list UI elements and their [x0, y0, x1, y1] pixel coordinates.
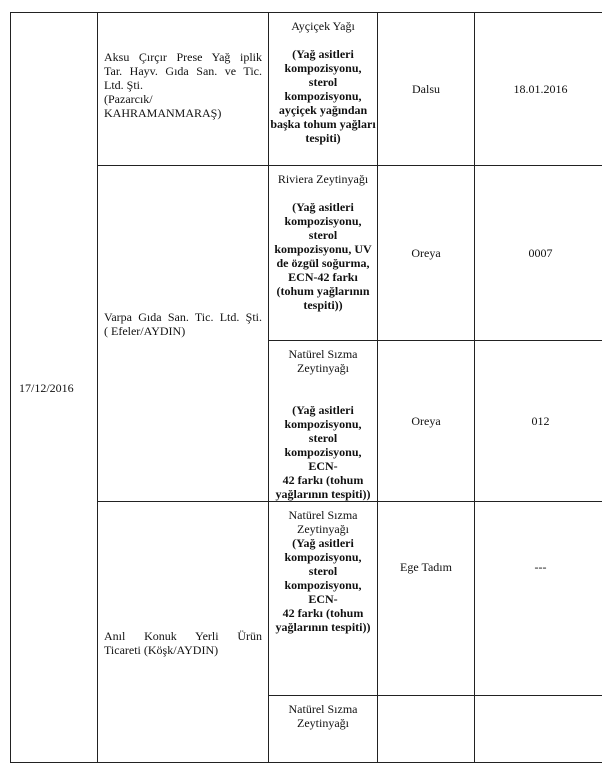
firm-line: Ltd. Şti.: [104, 78, 262, 92]
date-cell: [11, 13, 98, 763]
firm-line: Ticareti (Köşk/AYDIN): [104, 643, 262, 657]
test-line: ayçiçek yağından: [269, 103, 377, 117]
test-line: de özgül soğurma,: [269, 256, 377, 270]
test-line: yağlarının tespiti)): [269, 487, 377, 501]
lot-text: ---: [535, 560, 547, 574]
lot-text: 18.01.2016: [514, 82, 568, 96]
table-row: [11, 502, 602, 696]
test-line: (Yağ asitleri: [269, 200, 377, 214]
product-cell: [269, 696, 378, 763]
firm-cell: [98, 166, 269, 502]
brand-cell: [378, 13, 475, 166]
brand-text: Oreya: [411, 414, 440, 428]
inspection-table: [10, 12, 602, 763]
firm-line: ( Efeler/AYDIN): [104, 324, 262, 338]
product-name: Zeytinyağı: [269, 522, 377, 536]
firm-name: [98, 629, 268, 657]
lot-text: 0007: [529, 246, 553, 260]
product-name: Natürel Sızma: [269, 702, 377, 716]
lot-cell: [475, 166, 602, 341]
lot-cell: [475, 341, 602, 502]
test-line: yağlarının tespiti)): [269, 620, 377, 634]
brand-cell: [378, 696, 475, 763]
test-line: (tohum yağlarının: [269, 284, 377, 298]
table-row: [11, 13, 602, 166]
product-name: Zeytinyağı: [269, 716, 377, 730]
product-cell: [269, 502, 378, 696]
lot-text: 012: [532, 414, 550, 428]
date-text: 17/12/2016: [19, 381, 74, 395]
brand-text: Ege Tadım: [400, 560, 452, 574]
firm-cell: [98, 13, 269, 166]
test-line: kompozisyonu, sterol: [269, 61, 377, 89]
firm-cell: [98, 502, 269, 763]
product-cell: [269, 341, 378, 502]
test-line: başka tohum yağları: [269, 117, 377, 131]
test-line: kompozisyonu, sterol: [269, 417, 377, 445]
firm-name: [98, 310, 268, 338]
firm-line: Anıl Konuk Yerli Ürün: [104, 629, 262, 643]
test-line: ECN-42 farkı: [269, 270, 377, 284]
test-line: kompozisyonu, ECN-: [269, 445, 377, 473]
test-line: tespiti)): [269, 298, 377, 312]
brand-text: Oreya: [411, 246, 440, 260]
product-name: Natürel Sızma: [269, 508, 377, 522]
firm-line: Tar. Hayv. Gıda San. ve Tic.: [104, 64, 262, 78]
product-name: Zeytinyağı: [269, 361, 377, 375]
brand-text: Dalsu: [412, 82, 440, 96]
table-row: [11, 166, 602, 341]
test-line: kompozisyonu, UV: [269, 242, 377, 256]
product-name: Ayçiçek Yağı: [269, 19, 377, 33]
product-name: Natürel Sızma: [269, 347, 377, 361]
test-line: kompozisyonu, ECN-: [269, 578, 377, 606]
firm-line: Aksu Çırçır Prese Yağ iplik: [104, 50, 262, 64]
test-line: tespiti): [269, 131, 377, 145]
brand-cell: [378, 341, 475, 502]
lot-cell: [475, 13, 602, 166]
lot-cell: [475, 502, 602, 696]
test-line: (Yağ asitleri: [269, 536, 377, 550]
firm-line: Varpa Gıda San. Tic. Ltd. Şti.: [104, 310, 262, 324]
firm-line: KAHRAMANMARAŞ): [104, 106, 262, 120]
test-line: 42 farkı (tohum: [269, 473, 377, 487]
test-line: 42 farkı (tohum: [269, 606, 377, 620]
brand-cell: [378, 502, 475, 696]
test-line: kompozisyonu, sterol: [269, 550, 377, 578]
brand-cell: [378, 166, 475, 341]
product-cell: [269, 13, 378, 166]
test-line: kompozisyonu,: [269, 89, 377, 103]
test-line: (Yağ asitleri: [269, 403, 377, 417]
test-line: kompozisyonu, sterol: [269, 214, 377, 242]
product-cell: [269, 166, 378, 341]
firm-line: (Pazarcık/: [104, 92, 262, 106]
test-line: (Yağ asitleri: [269, 47, 377, 61]
lot-cell: [475, 696, 602, 763]
firm-name: [98, 50, 268, 120]
product-name: Riviera Zeytinyağı: [269, 172, 377, 186]
